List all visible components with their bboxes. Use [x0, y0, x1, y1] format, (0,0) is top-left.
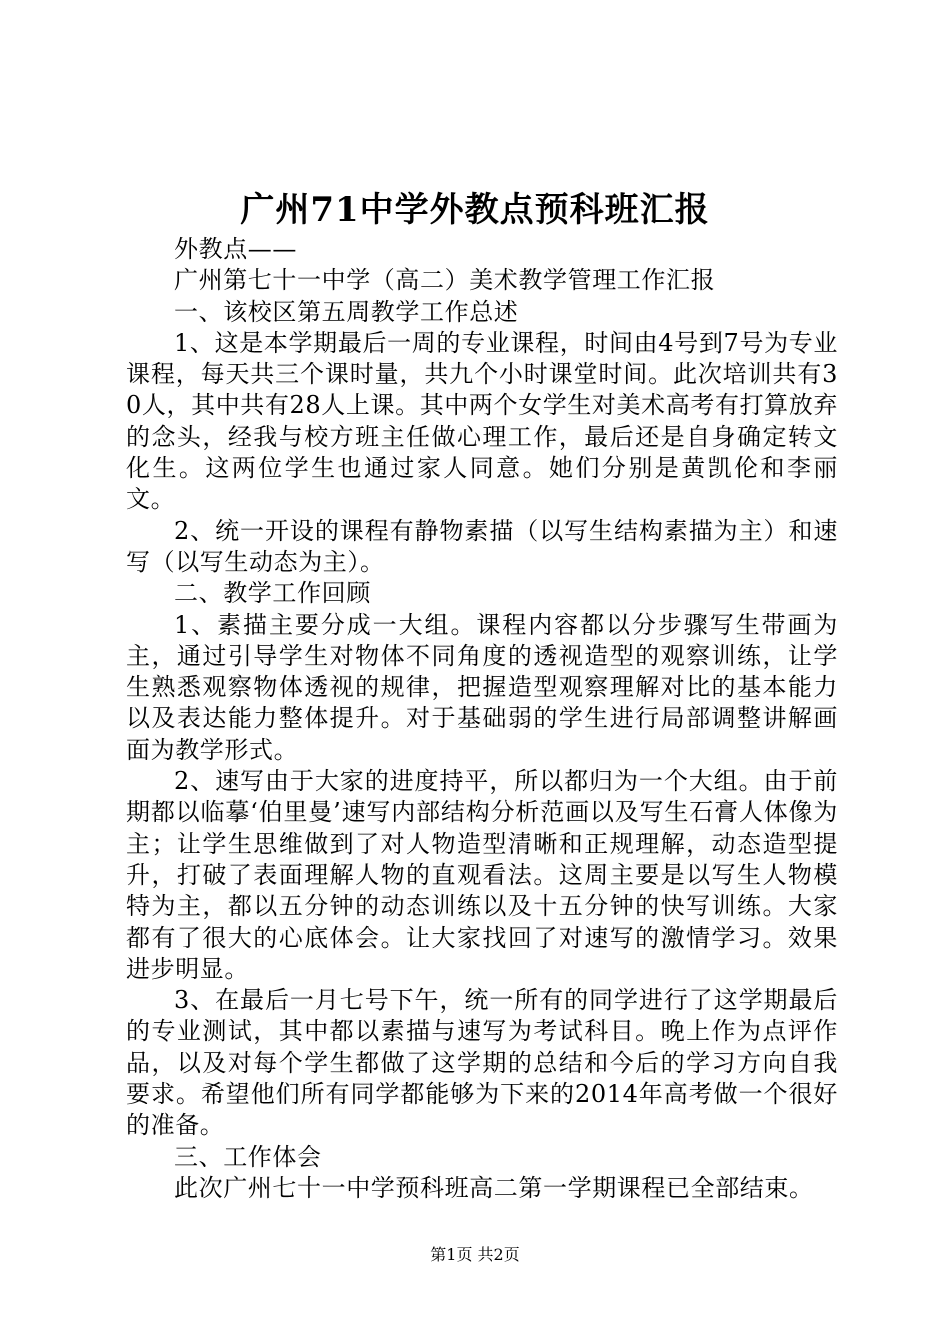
paragraph-1-1: 1、这是本学期最后一周的专业课程，时间由4号到7号为专业课程，每天共三个课时量，共九个小时课堂时间。此次培训共有30人，其中共有28人上课。其中两个女学生对美术高考有打算放弃的念头，经我与校方班主任做心理工作，最后还是自身确定转文化生。这两位学生也通过家人同意。她们分别是黄凯伦和李丽文。: [126, 328, 838, 514]
paragraph-intro-label: 外教点——: [174, 235, 297, 263]
document-body: [126, 234, 838, 1204]
paragraph-2-3: 3、在最后一月七号下午，统一所有的同学进行了这学期最后的专业测试，其中都以素描与速写为考试科目。晚上作为点评作品，以及对每个学生都做了这学期的总结和今后的学习方向自我要求。希望他们所有同学都能够为下来的2014年高考做一个很好的准备。: [126, 986, 838, 1140]
paragraph-1-2: 2、统一开设的课程有静物素描（以写生结构素描为主）和速写（以写生动态为主）。: [126, 516, 838, 576]
section-heading-1: 一、该校区第五周教学工作总述: [174, 297, 519, 326]
section-heading-2: 二、教学工作回顾: [174, 579, 371, 608]
page-footer: 第1页 共2页: [430, 1245, 520, 1264]
paragraph-2-1: 1、素描主要分成一大组。课程内容都以分步骤写生带画为主，通过引导学生对物体不同角度的透视造型的观察训练，让学生熟悉观察物体透视的规律，把握造型观察理解对比的基本能力以及表达能力整体提升。对于基础弱的学生进行局部调整讲解画面为教学形式。: [126, 610, 838, 764]
paragraph-report-subtitle: 广州第七十一中学（高二）美术教学管理工作汇报: [174, 266, 716, 295]
paragraph-2-2: 2、速写由于大家的进度持平，所以都归为一个大组。由于前期都以临摹‘伯里曼’速写内部结构分析范画以及写生石膏人体像为主；让学生思维做到了对人物造型清晰和正规理解，动态造型提升，打破了表面理解人物的直观看法。这周主要是以写生人物模特为主，都以五分钟的动态训练以及十五分钟的快写训练。大家都有了很大的心底体会。让大家找回了对速写的激情学习。效果进步明显。: [126, 767, 838, 983]
document-title: 广州71中学外教点预科班汇报: [240, 190, 710, 230]
paragraph-3-1: 此次广州七十一中学预科班高二第一学期课程已全部结束。: [174, 1173, 814, 1202]
section-heading-3: 三、工作体会: [174, 1142, 322, 1171]
